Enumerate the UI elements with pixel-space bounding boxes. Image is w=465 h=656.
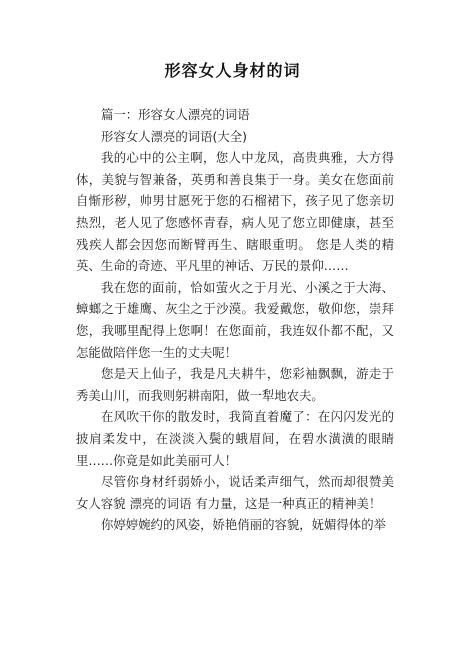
subheading: 形容女人漂亮的词语(大全) — [101, 128, 247, 144]
paragraph-3: 您是天上仙子，我是凡夫耕牛，您彩袖飘飘，游走于秀美山川，而我则躬耕南阳，做一犁地农夫。 — [76, 366, 394, 403]
section-heading: 篇一：形容女人漂亮的词语 — [101, 107, 250, 122]
document-title: 形容女人身材的词 — [164, 61, 301, 80]
document-body — [76, 104, 394, 536]
paragraph-2: 我在您的面前，恰如萤火之于月光、小溪之于大海、蟑螂之于雄鹰、灰尘之于沙漠。我爱戴您，敬仰您，崇拜您，我哪里配得上您啊！在您面前，我连奴仆都不配，又怎能做陪伴您一生的丈夫呢！ — [76, 279, 394, 360]
paragraph-6: 你婷婷婉约的风姿，娇艳俏丽的容貌，妩媚得体的举 — [101, 517, 386, 533]
paragraph-4: 在风吹干你的散发时，我简直着魔了：在闪闪发光的披肩柔发中，在淡淡入鬓的蛾眉间，在碧水潢潢的眼睛里……你竟是如此美丽可人！ — [76, 409, 394, 468]
paragraph-1: 我的心中的公主啊，您人中龙凤，高贵典雅，大方得体，美貌与智兼备，英勇和善良集于一身。美女在您面前自惭形秽，帅男甘愿死于您的石榴裙下，孩子见了您亲切热烈，老人见了您感怀青春，病人见了您立即健康，甚至残疾人都会因您而断臂再生、瞎眼重明。 您是人类的精英、生命的奇迹、平凡里的神话、万民的景仰…… — [76, 150, 394, 274]
paragraph-5: 尽管你身材纤弱娇小，说话柔声细气，然而却很赞美女人容貌 漂亮的词语 有力量，这是一种真正的精神美！ — [76, 474, 394, 511]
